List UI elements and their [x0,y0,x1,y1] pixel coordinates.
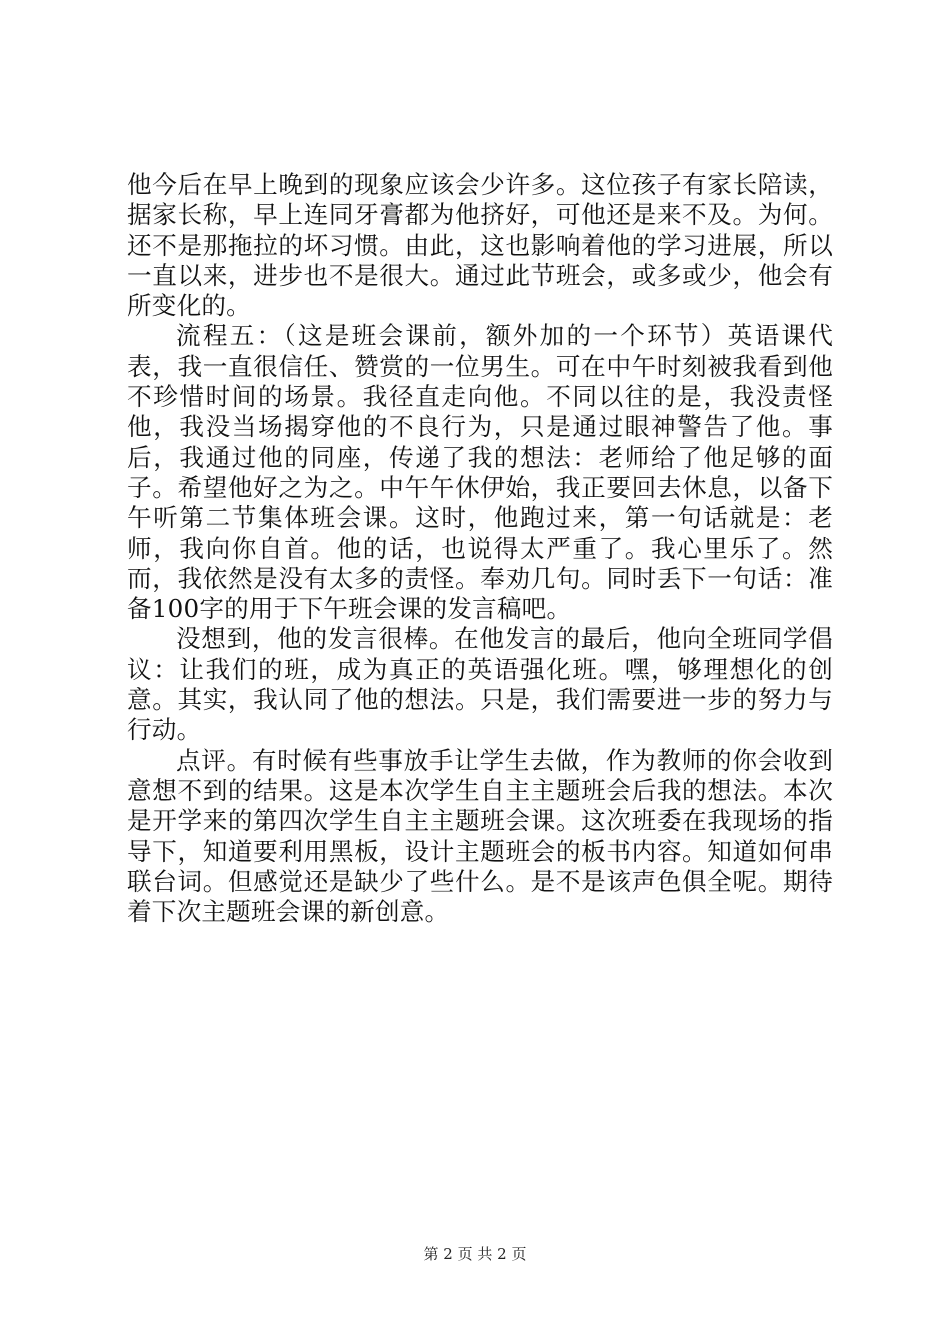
page-footer: 第 2 页 共 2 页 [423,1245,527,1263]
paragraph-continuation: 他今后在早上晚到的现象应该会少许多。这位孩子有家长陪读，据家长称，早上连同牙膏都为他挤好，可他还是来不及。为何。还不是那拖拉的坏习惯。由此，这也影响着他的学习进展，所以一直以来，进步也不是很大。通过此节班会，或多或少，他会有所变化的。 [127,170,833,321]
paragraph-speech: 没想到，他的发言很棒。在他发言的最后，他向全班同学倡议：让我们的班，成为真正的英语强化班。嘿，够理想化的创意。其实，我认同了他的想法。只是，我们需要进一步的努力与行动。 [127,624,833,745]
paragraph-comment: 点评。有时候有些事放手让学生去做，作为教师的你会收到意想不到的结果。这是本次学生自主主题班会后我的想法。本次是开学来的第四次学生自主主题班会课。这次班委在我现场的指导下，知道要利用黑板，设计主题班会的板书内容。知道如何串联台词。但感觉还是缺少了些什么。是不是该声色俱全呢。期待着下次主题班会课的新创意。 [127,745,833,927]
paragraph-process-five: 流程五：（这是班会课前，额外加的一个环节）英语课代表，我一直很信任、赞赏的一位男生。可在中午时刻被我看到他不珍惜时间的场景。我径直走向他。不同以往的是，我没责怪他，我没当场揭穿他的不良行为，只是通过眼神警告了他。事后，我通过他的同座，传递了我的想法：老师给了他足够的面子。希望他好之为之。中午午休伊始，我正要回去休息，以备下午听第二节集体班会课。这时，他跑过来，第一句话就是：老师，我向你自首。他的话，也说得太严重了。我心里乐了。然而，我依然是没有太多的责怪。奉劝几句。同时丢下一句话：准备100字的用于下午班会课的发言稿吧。 [127,321,833,624]
document-body [127,170,833,927]
